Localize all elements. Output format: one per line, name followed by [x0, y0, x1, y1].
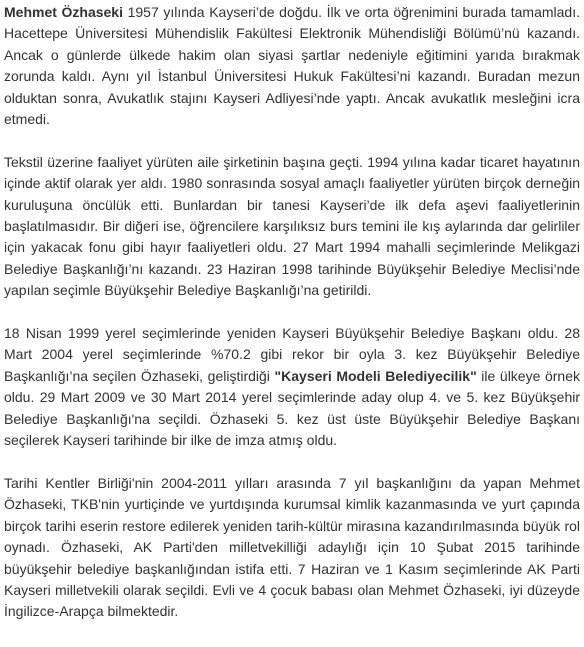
paragraph-3-text-before: 18 Nisan 1999 yerel seçimlerinde yeniden Kayseri Büyükşehir Belediye Başkanı oldu. 28 Mart 2004 yerel seçimlerinde %70.2 gibi rekor bir oyla 3. kez Büyükşehir Belediye Başkanlığı’na seçilen Özhaseki, geliştirdiği: [4, 325, 580, 384]
biography-paragraph-1: [4, 2, 580, 130]
paragraph-3-text-after: ile ülkeye örnek oldu. 29 Mart 2009 ve 30 Mart 2014 yerel seçimlerinde aday olup 4. ve 5. kez Büyükşehir Belediye Başkanlığı'na seçildi. Özhaseki 5. kez üst üste Büyükşehir Belediye Başkanı seçilerek Kayseri tarihinde bir ilke de imza atmış oldu.: [4, 367, 580, 449]
biography-paragraph-4: Tarihi Kentler Birliği'nin 2004-2011 yılları arasında 7 yıl başkanlığını da yapan Mehmet Özhaseki, TKB'nin yurtiçinde ve yurtdışında kurumsal kimlik kazanmasında ve yurt çapında birçok tarihi eserin restore edilerek yeniden tarih-kültür mirasına kazandırılmasında büyük rol oynadı. Özhaseki, AK Parti'den milletvekilliği adaylığı için 10 Şubat 2015 tarihinde büyükşehir belediye başkanlığından istifa etti. 7 Haziran ve 1 Kasım seçimlerinde AK Parti Kayseri milletvekili olarak seçildi. Evli ve 4 çocuk babası olan Mehmet Özhaseki, iyi düzeyde İngilizce-Arapça bilmektedir.: [4, 474, 580, 620]
paragraph-1-text: 1957 yılında Kayseri’de doğdu. İlk ve orta öğrenimini burada tamamladı. Hacettepe Üniversitesi Mühendislik Fakültesi Elektronik Mühendisliği Bölümü’nü kazandı. Ancak o günlerde ülkede hakim olan siyasi şartlar nedeniyle eğitimini yarıda bırakmak zorunda kaldı. Aynı yıl İstanbul Üniversitesi Hukuk Fakültesi’ni kazandı. Buradan mezun olduktan sonra, Avukatlık stajını Kayseri Adliyesi’nde yaptı. Ancak avukatlık mesleğini icra etmedi.: [4, 4, 580, 128]
person-name: Mehmet Özhaseki: [4, 4, 123, 20]
biography-paragraph-2: Tekstil üzerine faaliyet yürüten aile şirketinin başına geçti. 1994 yılına kadar ticaret hayatının içinde aktif olarak yer aldı. 1980 sonrasında sosyal amaçlı faaliyetler yürüten birçok derneğin kuruluşuna öncülük etti. Bunlardan bir tanesi Kayseri’de ilk defa aşevi faaliyetlerinin başlatılmasıdır. Bir diğeri ise, öğrencilere karşılıksız burs temini ile kış aylarında dar gelirliler için yakacak fonu gibi hayır faaliyetleri oldu. 27 Mart 1994 mahalli seçimlerinde Melikgazi Belediye Başkanlığı’nı kazandı. 23 Haziran 1998 tarihinde Büyükşehir Belediye Meclisi’nde yapılan seçimle Büyükşehir Belediye Başkanlığı’na getirildi.: [4, 153, 580, 299]
kayseri-model-highlight: "Kayseri Modeli Belediyecilik": [274, 367, 477, 384]
biography-paragraph-3: [4, 323, 580, 451]
